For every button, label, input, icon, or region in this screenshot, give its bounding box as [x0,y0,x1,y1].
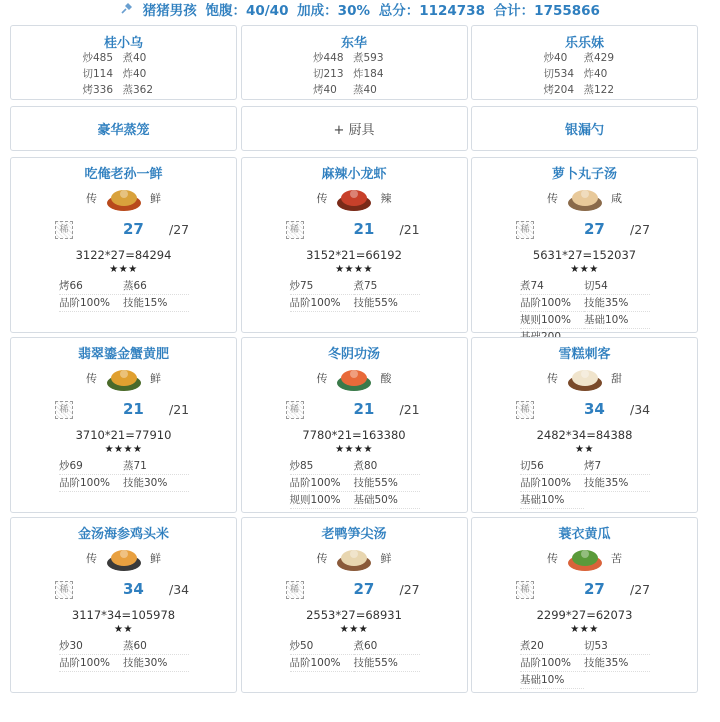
quantity-max: /34 [630,402,651,417]
chef-skill: 炒40 [543,52,568,64]
quantity-box-icon[interactable]: 稀 [55,401,73,419]
sum-value: 1755866 [534,3,600,19]
chef-card[interactable] [471,25,698,100]
quantity-row [11,578,236,604]
rarity-tag: 传 [316,372,328,385]
dish-image-icon [566,363,604,393]
sum-label: 合计： [493,3,535,19]
dish-attribute: 品阶100% [290,475,354,492]
dish-name[interactable]: 吃俺老孙一鲜 [84,167,163,182]
rarity-tag: 传 [316,192,328,205]
flavor-tag: 鲜 [150,552,161,565]
total-value: 1124738 [419,3,485,19]
dish-attribute: 煮60 [354,638,420,655]
dish-image-icon [566,183,604,213]
dish-attribute: 基础10% [520,492,584,509]
chef-skill: 蒸40 [353,84,377,96]
quantity-input[interactable]: 27 [584,220,605,238]
dish-image-icon [105,183,143,213]
quantity-max: /34 [169,582,190,597]
chef-skills [83,51,165,98]
dish-attributes [290,638,467,672]
quantity-max: /27 [630,222,651,237]
rarity-tag: 传 [547,192,558,205]
rarity-stars: ★★ [114,624,133,635]
rarity-stars: ★★★ [570,624,599,635]
rarity-stars: ★★★★ [335,264,373,275]
quantity-max: /21 [399,222,420,237]
equipment-slot[interactable]: 银漏勺 [471,106,698,151]
dish-name[interactable]: 麻辣小龙虾 [321,167,387,182]
dish-attribute: 规则100% [520,312,584,329]
flavor-tag: 苦 [611,552,622,565]
quantity-input[interactable]: 27 [353,580,375,598]
chef-skill: 煮593 [353,52,384,64]
chef-skill: 切114 [82,68,114,80]
chef-skill: 烤336 [82,84,114,96]
rarity-tag: 传 [86,192,97,205]
chef-skill: 切213 [313,68,344,80]
quantity-input[interactable]: 21 [123,400,144,418]
dish-attribute: 技能55% [354,655,420,672]
flavor-tag: 鲜 [150,192,161,205]
dish-attribute: 品阶100% [290,295,354,312]
quantity-box-icon[interactable]: 稀 [516,401,534,419]
flavor-tag: 辣 [380,192,392,205]
chef-name: 乐乐妹 [564,36,604,51]
quantity-row [242,218,467,244]
chef-skill: 炸184 [353,68,384,80]
dish-attribute: 基础10% [584,312,650,329]
dish-attribute: 煮20 [520,638,584,655]
quantity-row [472,578,697,604]
dish-card[interactable] [471,337,698,513]
quantity-row [11,398,236,424]
dish-attribute: 炒50 [290,638,354,655]
flavor-tag: 鲜 [380,552,392,565]
dish-attribute: 品阶100% [520,655,584,672]
dish-attribute: 蒸71 [123,458,189,475]
dish-icon-row [11,182,236,214]
dish-attribute: 规则100% [290,492,354,509]
dish-icon-row [11,362,236,394]
score-calc: 2553*27=68931 [306,608,402,622]
dish-name[interactable]: 老鸭笋尖汤 [321,527,387,542]
dish-card[interactable] [471,517,698,693]
dish-attributes [520,458,697,509]
dish-attribute: 切54 [584,278,650,295]
quantity-box-icon[interactable]: 稀 [516,221,534,239]
dish-attribute: 技能15% [123,295,189,312]
quantity-box-icon[interactable]: 稀 [286,221,304,239]
dish-attribute: 蒸66 [123,278,189,295]
chef-skill: 烤204 [543,84,575,96]
dish-attribute: 煮80 [354,458,420,475]
dish-attribute: 基础10% [520,672,584,689]
chef-skills [313,51,395,98]
dish-card[interactable] [241,517,468,693]
dish-attributes [59,638,236,672]
dish-image-icon [105,363,143,393]
dish-attribute: 技能30% [123,655,189,672]
quantity-max: /27 [630,582,651,597]
quantity-input[interactable]: 34 [584,400,605,418]
chef-skill: 烤40 [313,84,337,96]
dish-name[interactable]: 翡翠鎏金蟹黄肥 [77,347,169,362]
chef-card[interactable] [10,25,237,100]
dish-attribute: 煮75 [354,278,420,295]
dish-icon-row [242,542,467,574]
bonus-value: 30% [337,3,370,19]
quantity-row [11,218,236,244]
rarity-stars: ★★ [575,444,594,455]
dish-attribute: 蒸60 [123,638,189,655]
chef-skill: 蒸122 [583,84,615,96]
dish-icon-row [242,362,467,394]
score-calc: 3152*21=66192 [306,248,402,262]
quantity-max: /27 [399,582,420,597]
dish-name[interactable]: 蓑衣黄瓜 [558,527,611,542]
rarity-stars: ★★★★ [104,444,143,455]
dish-attribute: 烤66 [59,278,123,295]
score-calc: 2299*27=62073 [536,608,633,622]
satiety-label: 饱腹： [205,3,246,19]
chef-skill: 切534 [543,68,575,80]
dish-name[interactable]: 冬阴功汤 [327,347,380,362]
score-calc: 3117*34=105978 [71,608,176,622]
score-calc: 3122*27=84294 [75,248,172,262]
dish-attribute: 品阶100% [59,295,123,312]
rarity-tag: 传 [547,552,558,565]
quantity-input[interactable]: 27 [123,220,144,238]
quantity-row [472,218,697,244]
dish-card[interactable] [10,517,237,693]
dish-attribute: 品阶100% [59,655,123,672]
dish-attribute: 切56 [520,458,584,475]
equipment-slot[interactable]: 豪华蒸笼 [10,106,237,151]
dish-attribute: 技能55% [354,295,420,312]
chef-skill: 炒448 [313,52,344,64]
dish-attribute: 基础50% [354,492,420,509]
dish-attribute: 品阶100% [520,295,584,312]
quantity-max: /21 [169,402,190,417]
quantity-max: /27 [169,222,190,237]
dish-name[interactable]: 雪糕刺客 [558,347,611,362]
dish-image-icon [566,543,604,573]
player-name: 猪猪男孩 [142,3,197,19]
dish-attribute: 品阶100% [290,655,354,672]
dish-image-icon [335,543,373,573]
dish-card[interactable] [10,337,237,513]
satiety-value: 40/40 [245,3,289,19]
dish-card[interactable] [241,337,468,513]
flavor-tag: 酸 [380,372,392,385]
dish-attribute: 炒75 [290,278,354,295]
rarity-tag: 传 [316,552,328,565]
dish-attribute: 技能35% [584,295,650,312]
bonus-label: 加成： [297,3,338,19]
quantity-input[interactable]: 21 [353,220,375,238]
rarity-stars: ★★★ [339,624,369,635]
dish-image-icon [105,543,143,573]
dish-name[interactable]: 金汤海参鸡头米 [77,527,169,542]
dish-attribute: 切53 [584,638,650,655]
dish-attribute: 炒85 [290,458,354,475]
dish-icon-row [242,182,467,214]
flavor-tag: 甜 [611,372,622,385]
score-calc: 2482*34=84388 [536,428,633,442]
kitchen-grid [10,25,698,697]
chef-skill: 煮40 [122,52,147,64]
rarity-stars: ★★★ [109,264,138,275]
dish-attribute: 技能55% [354,475,420,492]
dish-attribute: 技能30% [123,475,189,492]
dish-attributes [520,278,697,346]
quantity-max: /21 [399,402,420,417]
dish-icon-row [472,362,697,394]
quantity-box-icon[interactable]: 稀 [516,581,534,599]
chef-skill: 炸40 [122,68,147,80]
chef-skill: 煮429 [583,52,615,64]
chef-name: 东华 [340,36,367,51]
add-equipment-button[interactable]: + 厨具 [241,106,468,151]
rarity-tag: 传 [86,552,97,565]
dish-icon-row [472,182,697,214]
score-calc: 7780*21=163380 [302,428,406,442]
quantity-row [472,398,697,424]
dish-image-icon [335,183,373,213]
dish-attributes [59,278,236,312]
dish-attributes [290,278,467,312]
dish-attributes [290,458,467,509]
total-label: 总分： [378,3,420,19]
quantity-box-icon[interactable]: 稀 [55,581,73,599]
dish-attributes [59,458,236,492]
dish-attribute: 炒30 [59,638,123,655]
dish-image-icon [335,363,373,393]
score-calc: 3710*21=77910 [75,428,172,442]
dish-attribute: 烤7 [584,458,650,475]
dish-card[interactable] [471,157,698,333]
quantity-input[interactable]: 27 [584,580,605,598]
dish-icon-row [11,542,236,574]
quantity-box-icon[interactable]: 稀 [286,401,304,419]
dish-card[interactable] [241,157,468,333]
flavor-tag: 咸 [611,192,622,205]
chef-skills [544,51,626,98]
score-calc: 5631*27=152037 [532,248,637,262]
rarity-stars: ★★★★ [335,444,373,455]
dish-attribute: 品阶100% [520,475,584,492]
dish-name[interactable]: 萝卜丸子汤 [551,167,617,182]
summary-header [0,0,720,22]
quantity-input[interactable]: 34 [123,580,144,598]
dish-attribute: 煮74 [520,278,584,295]
flavor-tag: 鲜 [150,372,161,385]
dish-attribute: 炒69 [59,458,123,475]
quantity-box-icon[interactable]: 稀 [286,581,304,599]
pin-icon [120,0,134,22]
rarity-tag: 传 [547,372,558,385]
dish-card[interactable] [10,157,237,333]
dish-attribute: 技能35% [584,475,650,492]
quantity-row [242,398,467,424]
dish-attributes [520,638,697,689]
rarity-stars: ★★★ [570,264,599,275]
quantity-row [242,578,467,604]
rarity-tag: 传 [86,372,97,385]
dish-icon-row [472,542,697,574]
chef-skill: 炸40 [583,68,608,80]
chef-card[interactable] [241,25,468,100]
dish-attribute: 品阶100% [59,475,123,492]
quantity-box-icon[interactable]: 稀 [55,221,73,239]
chef-skill: 蒸362 [122,84,154,96]
chef-skill: 炒485 [82,52,114,64]
dish-attribute: 技能35% [584,655,650,672]
chef-name: 桂小乌 [103,36,143,51]
quantity-input[interactable]: 21 [353,400,375,418]
